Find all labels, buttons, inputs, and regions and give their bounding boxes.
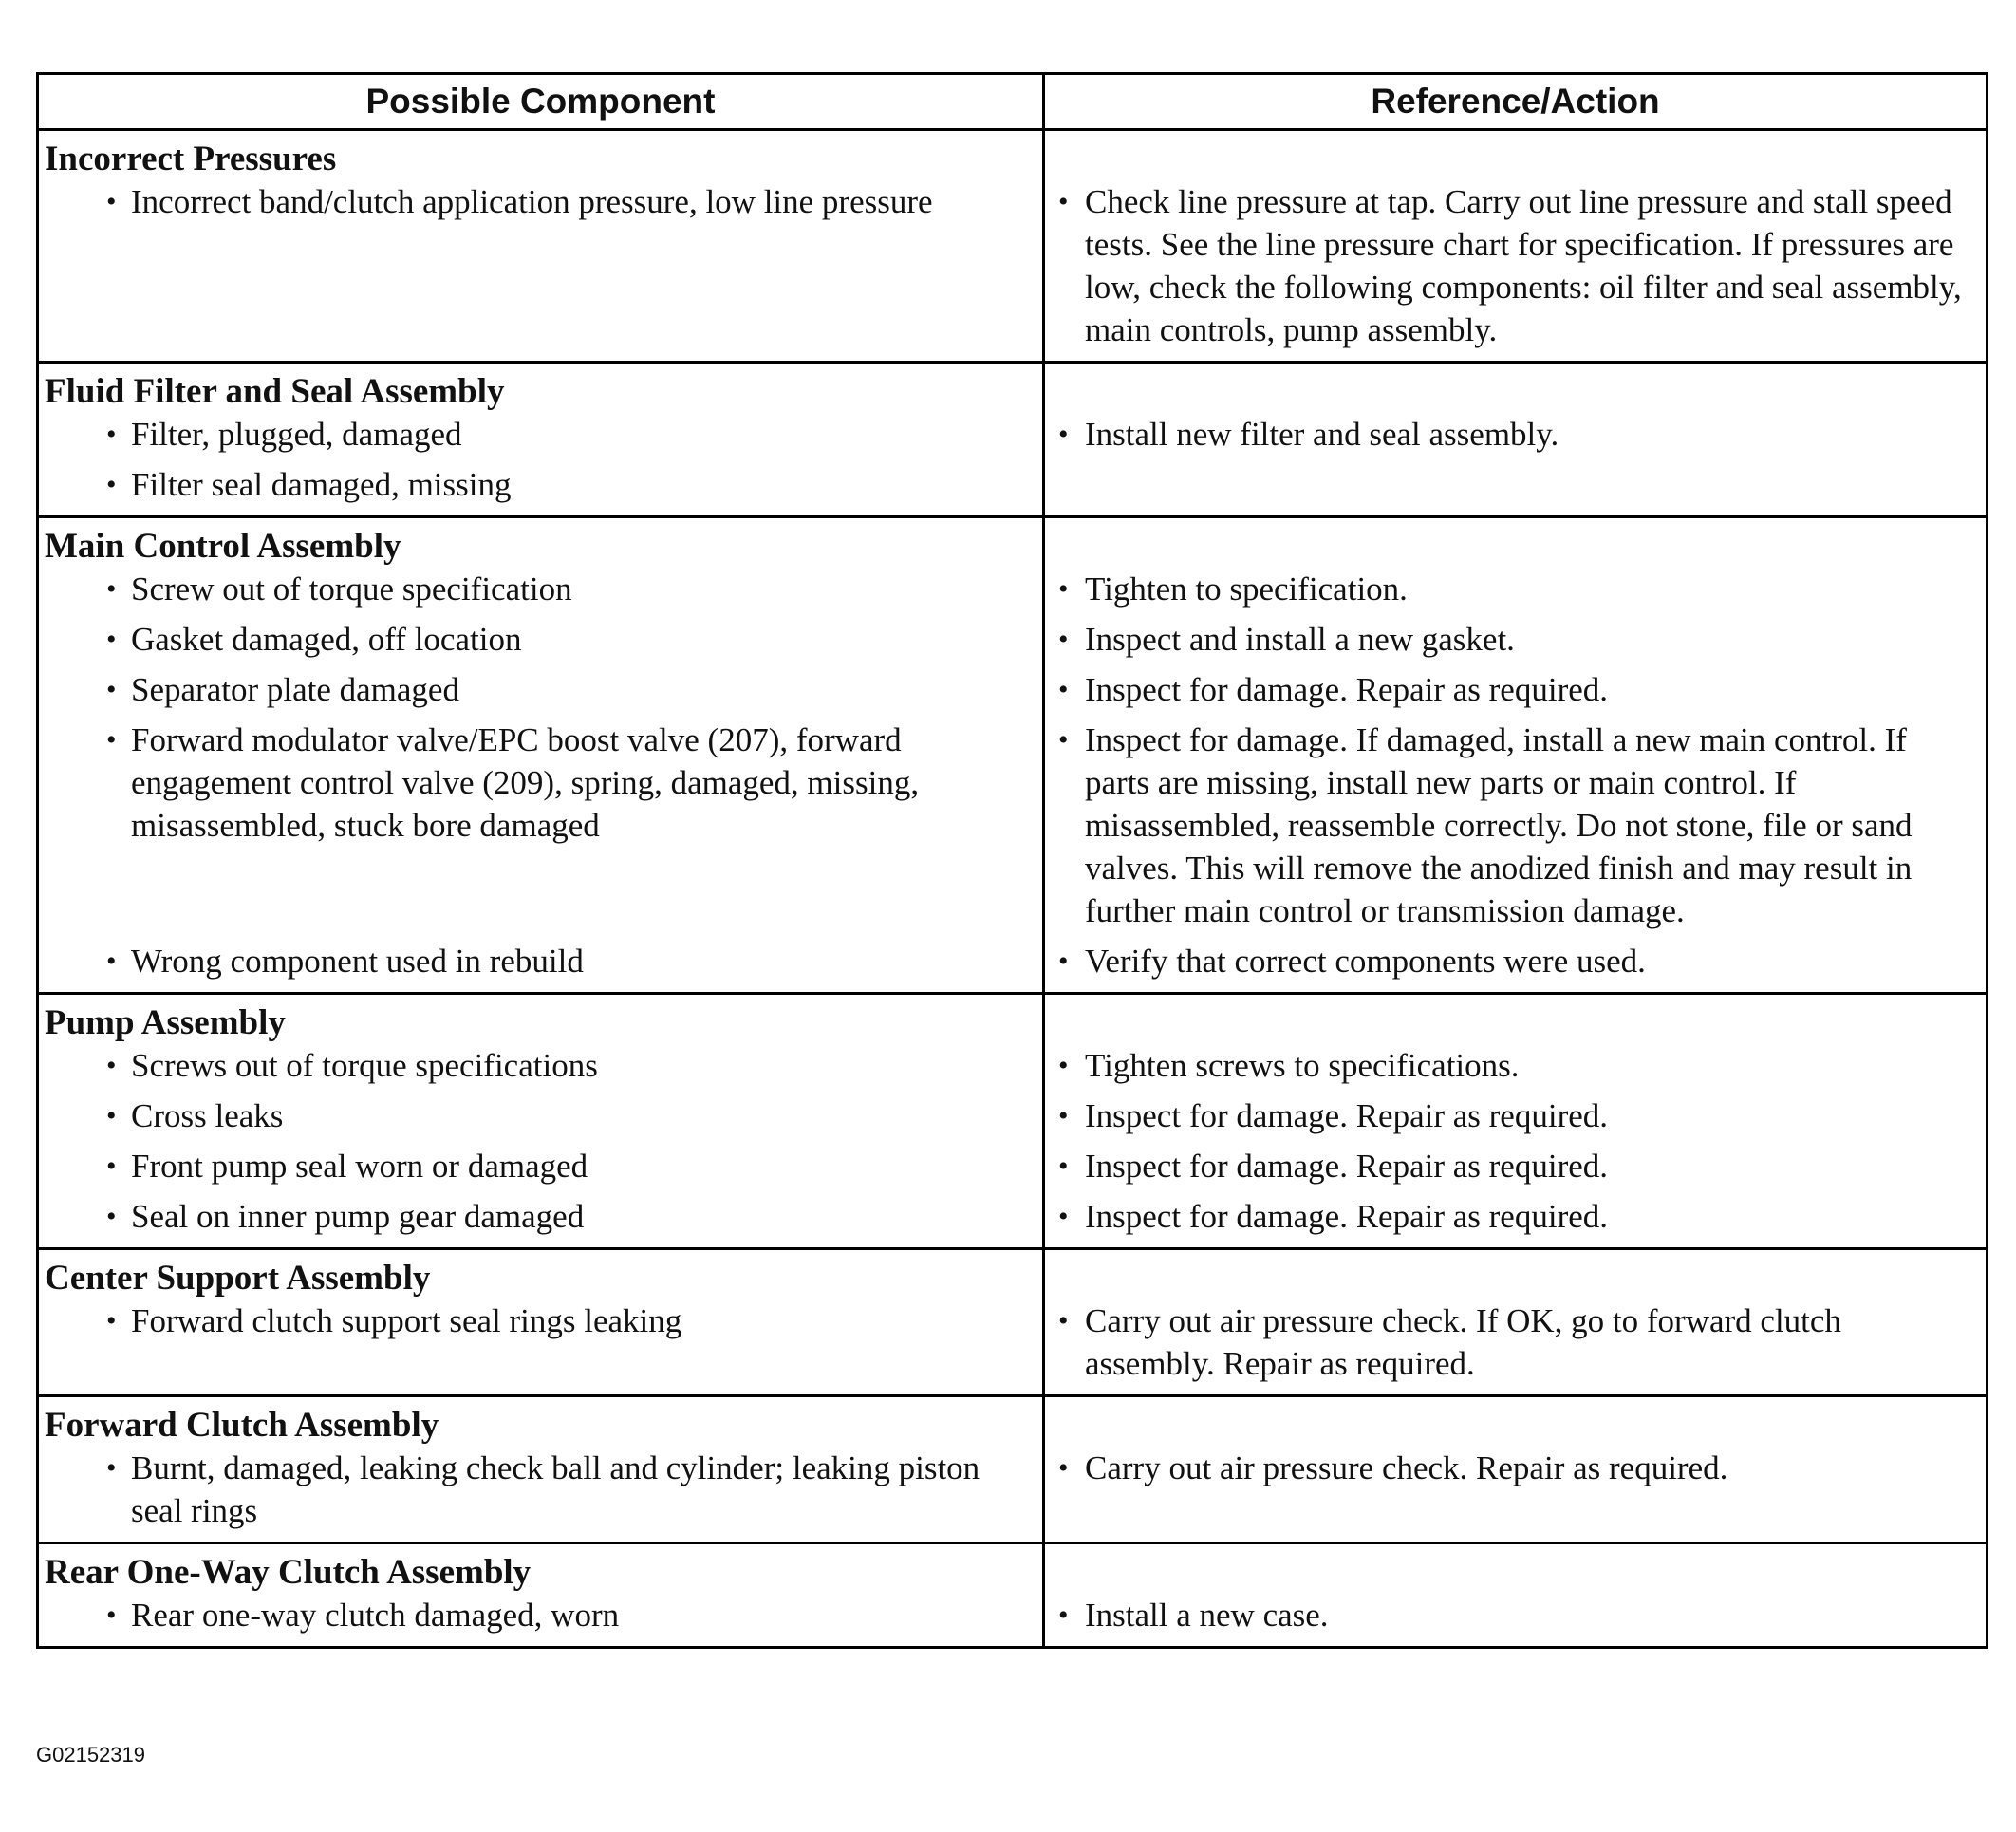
component-text: Separator plate damaged (131, 671, 459, 708)
component-item (45, 1299, 1033, 1385)
action-text: Carry out air pressure check. Repair as required. (1085, 1449, 1728, 1486)
component-cell (38, 517, 1044, 994)
component-cell (38, 363, 1044, 517)
action-text: Tighten to specification. (1085, 570, 1408, 608)
component-text: Screw out of torque specification (131, 570, 572, 608)
action-text: Install a new case. (1085, 1597, 1329, 1634)
component-cell (38, 130, 1044, 363)
bullet-icon: • (106, 186, 117, 217)
group-title: Pump Assembly (45, 1003, 286, 1042)
component-text: Filter, plugged, damaged (131, 416, 462, 453)
action-item (1058, 940, 1974, 982)
action-item (1058, 1145, 1974, 1187)
action-item (1058, 1447, 1974, 1532)
group-title: Rear One-Way Clutch Assembly (45, 1553, 532, 1592)
action-text: Inspect for damage. Repair as required. (1085, 1097, 1609, 1134)
action-item (1058, 180, 1974, 351)
component-item (45, 180, 1033, 351)
bullet-icon: • (1058, 1452, 1069, 1484)
component-item (45, 668, 1033, 711)
bullet-icon: • (106, 1150, 117, 1182)
action-text: Inspect and install a new gasket. (1085, 621, 1515, 658)
action-text: Verify that correct components were used. (1085, 943, 1646, 980)
component-text: Cross leaks (131, 1097, 284, 1134)
action-item (1058, 1594, 1974, 1636)
action-text: Inspect for damage. Repair as required. (1085, 1148, 1609, 1185)
action-cell (1044, 1543, 1988, 1648)
component-item (45, 719, 1033, 932)
group-title: Incorrect Pressures (45, 140, 337, 178)
component-cell (38, 994, 1044, 1249)
component-cell (38, 1543, 1044, 1648)
action-text: Check line pressure at tap. Carry out line pressure and stall speed tests. See the line pressure chart for specification. If pressures are low, check the following components: oil filter and seal assembly, main controls, pump assembly. (1085, 183, 1962, 348)
action-cell (1044, 130, 1988, 363)
bullet-icon: • (106, 724, 117, 756)
bullet-icon: • (1058, 674, 1069, 705)
table-row (38, 994, 1988, 1249)
action-item (1058, 1094, 1974, 1137)
component-item (45, 1594, 1033, 1636)
bullet-icon: • (1058, 419, 1069, 450)
action-cell (1044, 994, 1988, 1249)
action-text: Inspect for damage. If damaged, install a new main control. If parts are missing, install new parts or main control. If misassembled, reassemble correctly. Do not stone, file or sand valves. This will remove the anodized finish and may result in further main control or transmission damage. (1085, 721, 1913, 929)
group-title: Fluid Filter and Seal Assembly (45, 372, 505, 411)
component-item (45, 568, 1033, 610)
component-text: Incorrect band/clutch application pressure, low line pressure (131, 183, 933, 220)
component-cell (38, 1249, 1044, 1396)
component-text: Rear one-way clutch damaged, worn (131, 1597, 620, 1634)
table-row (38, 1543, 1988, 1648)
component-cell (38, 1396, 1044, 1543)
component-item (45, 1094, 1033, 1137)
bullet-icon: • (106, 469, 117, 500)
component-item (45, 1447, 1033, 1532)
diagnostic-table-container (36, 72, 1986, 1649)
bullet-icon: • (1058, 1599, 1069, 1631)
table-header-row (38, 74, 1988, 130)
table-row (38, 1396, 1988, 1543)
action-item (1058, 719, 1974, 932)
diagnostic-table (36, 72, 1988, 1649)
action-text: Inspect for damage. Repair as required. (1085, 1198, 1609, 1235)
bullet-icon: • (106, 674, 117, 705)
bullet-icon: • (106, 1452, 117, 1484)
component-item (45, 618, 1033, 661)
bullet-icon: • (106, 1201, 117, 1232)
group-title: Forward Clutch Assembly (45, 1406, 439, 1445)
bullet-icon: • (106, 1305, 117, 1337)
component-text: Forward modulator valve/EPC boost valve (207), forward engagement control valve (209), spring, damaged, missing, misassembled, stuck bore damaged (131, 721, 920, 844)
bullet-icon: • (1058, 724, 1069, 756)
table-row (38, 517, 1988, 994)
component-item (45, 1145, 1033, 1187)
action-item (1058, 668, 1974, 711)
component-text: Front pump seal worn or damaged (131, 1148, 588, 1185)
bullet-icon: • (1058, 1150, 1069, 1182)
action-text: Carry out air pressure check. If OK, go to forward clutch assembly. Repair as required. (1085, 1302, 1841, 1382)
component-item (45, 413, 1033, 456)
action-item (1058, 1195, 1974, 1238)
bullet-icon: • (106, 624, 117, 655)
bullet-icon: • (1058, 945, 1069, 977)
bullet-icon: • (1058, 1305, 1069, 1337)
bullet-icon: • (106, 1100, 117, 1131)
component-text: Burnt, damaged, leaking check ball and cylinder; leaking piston seal rings (131, 1449, 980, 1529)
bullet-icon: • (106, 573, 117, 605)
action-item (1058, 413, 1974, 456)
action-text: Install new filter and seal assembly. (1085, 416, 1559, 453)
component-text: Gasket damaged, off location (131, 621, 522, 658)
action-cell (1044, 517, 1988, 994)
figure-id: G02152319 (36, 1743, 145, 1767)
bullet-icon: • (1058, 1100, 1069, 1131)
component-item (45, 1195, 1033, 1238)
table-body (38, 130, 1988, 1648)
group-title: Center Support Assembly (45, 1259, 431, 1298)
bullet-icon: • (106, 1050, 117, 1081)
action-cell (1044, 1249, 1988, 1396)
component-item (45, 463, 1033, 506)
bullet-icon: • (1058, 624, 1069, 655)
group-title: Main Control Assembly (45, 527, 401, 566)
table-row (38, 363, 1988, 517)
header-reference-action: Reference/Action (1044, 74, 1988, 130)
table-row (38, 1249, 1988, 1396)
component-item (45, 1044, 1033, 1087)
component-text: Filter seal damaged, missing (131, 466, 512, 503)
bullet-icon: • (1058, 1050, 1069, 1081)
bullet-icon: • (1058, 1201, 1069, 1232)
action-item (1058, 618, 1974, 661)
action-text: Tighten screws to specifications. (1085, 1047, 1520, 1084)
bullet-icon: • (1058, 573, 1069, 605)
component-text: Wrong component used in rebuild (131, 943, 584, 980)
component-text: Forward clutch support seal rings leaking (131, 1302, 682, 1339)
action-item (1058, 1044, 1974, 1087)
bullet-icon: • (106, 1599, 117, 1631)
table-row (38, 130, 1988, 363)
bullet-icon: • (1058, 186, 1069, 217)
action-item (1058, 568, 1974, 610)
action-cell (1044, 1396, 1988, 1543)
bullet-icon: • (106, 945, 117, 977)
component-item (45, 940, 1033, 982)
bullet-icon: • (106, 419, 117, 450)
action-text: Inspect for damage. Repair as required. (1085, 671, 1609, 708)
header-possible-component: Possible Component (38, 74, 1044, 130)
component-text: Screws out of torque specifications (131, 1047, 598, 1084)
component-text: Seal on inner pump gear damaged (131, 1198, 585, 1235)
action-cell (1044, 363, 1988, 517)
action-item (1058, 1299, 1974, 1385)
